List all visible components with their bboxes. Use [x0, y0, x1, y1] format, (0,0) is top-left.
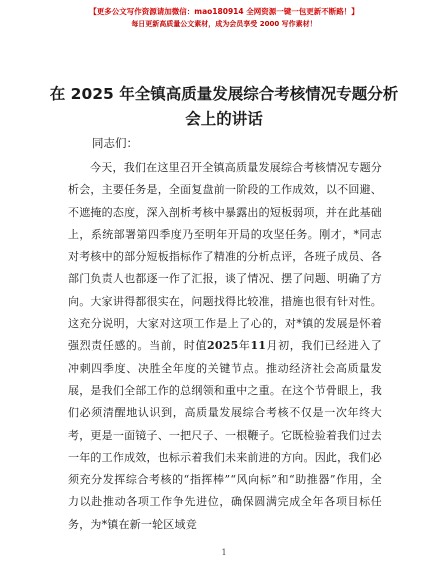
body-text-part-1: 今天，我们在这里召开全镇高质量发展综合考核情况专题分析会，主要任务是，全面复盘前一阶段的工作成效，以不回避、不遮掩的态度，深入剖析考核中暴露出的短板弱项，并在此基础上，系统部署第四季度乃至明年开局的攻坚任务。刚才，*同志对考核中的部分短板指标作了精准的分析点评，各班子成员、各部门负责人也都逐一作了汇报，谈了情况、摆了问题、明确了方向。大家讲得都很实在，问题找得比较准，措施也很有针对性。这充分说明，大家对这项工作是上了心的，对*镇的发展是怀着强烈责任感的。当前，时值: [68, 161, 382, 353]
body-text-part-2: 年: [238, 339, 251, 353]
body-text-part-3: 月初，我们已经进入了冲刺四季度、决胜全年度的关键节点。推动经济社会高质量发展，是我们全部工作的总纲领和重中之重。在这个节骨眼上，我们必须清醒地认识到，高质量发展综合考核不仅是一次年终大考，更是一面镜子、一把尺子、一根鞭子。它既检验着我们过去一年的工作成效，也标示着我们未来前进的方向。因此，我们必须充分发挥综合考核的“指挥棒”“风向标”和“助推器”作用，全力以赴推动各项工作争先进位，确保圆满完成全年各项目标任务，为*镇在新一轮区域竞: [68, 339, 383, 531]
promo-banner: [0, 6, 448, 30]
salutation: 同志们：: [92, 136, 138, 150]
body-month: 11: [250, 339, 267, 353]
page-number: 1: [221, 548, 227, 557]
document-title: 在 2025 年全镇高质量发展综合考核情况专题分析会上的讲话: [49, 85, 399, 128]
promo-line-2: 每日更新高质量公文素材，成为会员享受 2000 写作素材！: [131, 20, 317, 28]
promo-line-1: 【更多公文写作资源请加微信：mao180914 全网资源一键一包更新不断路！】: [89, 7, 359, 16]
body-year: 2025: [207, 339, 239, 353]
body-paragraph: [68, 157, 382, 536]
